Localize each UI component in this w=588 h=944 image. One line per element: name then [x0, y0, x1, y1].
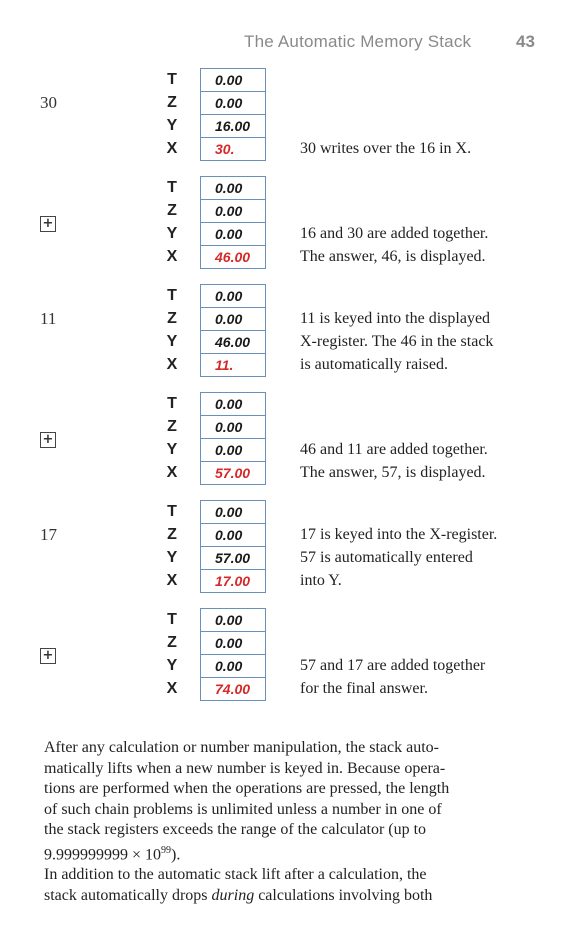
paragraph-line: [44, 886, 544, 907]
description-line: 17 is keyed into the X-register.: [300, 526, 498, 543]
register-value: 0.00: [201, 222, 265, 245]
stack-step: [0, 608, 588, 712]
register-value: 74.00: [201, 677, 265, 700]
register-label: Y: [166, 441, 178, 458]
register-value: 57.00: [201, 546, 265, 569]
register-label: X: [166, 572, 178, 589]
register-label: Y: [166, 549, 178, 566]
range-prefix: 9.999999999 × 10: [44, 845, 162, 863]
register-label: Y: [166, 117, 178, 134]
register-stack: [200, 500, 266, 593]
register-label: X: [166, 464, 178, 481]
register-labels: [163, 176, 181, 268]
register-value: 57.00: [201, 461, 265, 484]
step-description: [300, 500, 560, 592]
description-line: [300, 284, 560, 307]
register-value: 0.00: [215, 180, 243, 196]
paragraph-line: the stack registers exceeds the range of the calculator (up to: [44, 821, 427, 838]
description-line: 30 writes over the 16 in X.: [300, 140, 472, 157]
description-line: [300, 176, 560, 199]
paragraph-line: tions are performed when the operations are pressed, the length: [44, 780, 450, 797]
register-value: 0.00: [201, 307, 265, 330]
description-line: 57 is automatically entered: [300, 549, 473, 566]
description-line: [300, 631, 560, 654]
description-line: [300, 91, 560, 114]
range-exponent: 99: [161, 844, 172, 856]
register-label: T: [167, 287, 177, 304]
register-label: Z: [167, 202, 177, 219]
description-line: [300, 500, 560, 523]
step-description: [300, 284, 560, 376]
register-stack: [200, 68, 266, 161]
register-label: Y: [166, 333, 178, 350]
description-line: [300, 415, 560, 438]
stack-step: [0, 284, 588, 388]
register-value: 0.00: [201, 631, 265, 654]
register-label: X: [166, 140, 178, 157]
description-line: is automatically raised.: [300, 356, 448, 373]
register-value: 46.00: [201, 330, 265, 353]
description-line: 46 and 11 are added together.: [300, 441, 488, 458]
emphasis-during: during: [211, 886, 255, 904]
register-value: 16.00: [201, 114, 265, 137]
register-label: T: [167, 395, 177, 412]
step-description: [300, 608, 560, 700]
text-before-emphasis: stack automatically drops: [44, 886, 212, 904]
description-line: for the final answer.: [300, 680, 428, 697]
description-line: 11 is keyed into the displayed: [300, 310, 491, 327]
register-stack: [200, 608, 266, 701]
register-label: Z: [167, 634, 177, 651]
register-value: 30.: [201, 137, 265, 160]
range-suffix: ).: [171, 845, 181, 863]
register-label: Z: [167, 418, 177, 435]
description-line: 57 and 17 are added together: [300, 657, 486, 674]
page-header: [0, 32, 588, 54]
keyed-number: 30: [40, 93, 57, 112]
register-value: 0.00: [201, 523, 265, 546]
register-label: T: [167, 503, 177, 520]
register-value: 46.00: [201, 245, 265, 268]
description-line: 16 and 30 are added together.: [300, 225, 489, 242]
register-stack: [200, 284, 266, 377]
page-number: 43: [516, 32, 535, 51]
register-stack: [200, 392, 266, 485]
register-label: Z: [167, 94, 177, 111]
register-label: T: [167, 179, 177, 196]
paragraph-line: After any calculation or number manipulation, the stack auto-: [44, 739, 439, 756]
description-line: into Y.: [300, 572, 342, 589]
register-label: X: [166, 248, 178, 265]
description-line: The answer, 57, is displayed.: [300, 464, 486, 481]
register-value: 0.00: [201, 438, 265, 461]
register-label: T: [167, 611, 177, 628]
description-line: [300, 68, 560, 91]
plus-key-icon: +: [40, 432, 56, 448]
description-line: [300, 114, 560, 137]
register-label: Z: [167, 310, 177, 327]
stack-step: [0, 500, 588, 604]
description-line: X-register. The 46 in the stack: [300, 333, 494, 350]
description-line: [300, 199, 560, 222]
register-value: 0.00: [215, 288, 243, 304]
register-label: X: [166, 680, 178, 697]
plus-key-icon: +: [40, 648, 56, 664]
paragraph-stack-drop: [44, 865, 544, 906]
register-value: 0.00: [201, 91, 265, 114]
register-labels: [163, 68, 181, 160]
plus-key-icon: +: [40, 216, 56, 232]
register-value: 0.00: [201, 654, 265, 677]
register-label: Z: [167, 526, 177, 543]
register-label: X: [166, 356, 178, 373]
description-line: [300, 608, 560, 631]
register-labels: [163, 608, 181, 700]
keyed-number: 11: [40, 309, 57, 328]
description-line: The answer, 46, is displayed.: [300, 248, 486, 265]
register-value: 0.00: [215, 504, 243, 520]
paragraph-line: In addition to the automatic stack lift after a calculation, the: [44, 866, 427, 883]
register-value: 0.00: [215, 72, 243, 88]
stack-step: [0, 392, 588, 496]
register-labels: [163, 500, 181, 592]
register-labels: [163, 392, 181, 484]
paragraph-stack-lift: [44, 738, 544, 865]
text-after-emphasis: calculations involving both: [254, 886, 433, 904]
paragraph-line: [44, 841, 544, 866]
register-value: 0.00: [201, 415, 265, 438]
paragraph-line: matically lifts when a new number is keyed in. Because opera-: [44, 759, 446, 777]
keyed-number: 17: [40, 525, 57, 544]
description-line: [300, 392, 560, 415]
header-title: The Automatic Memory Stack: [244, 32, 472, 51]
register-value: 17.00: [201, 569, 265, 592]
register-stack: [200, 176, 266, 269]
register-value: 0.00: [201, 199, 265, 222]
step-description: [300, 176, 560, 268]
register-label: Y: [166, 225, 178, 242]
register-label: T: [167, 71, 177, 88]
step-description: [300, 68, 560, 160]
step-description: [300, 392, 560, 484]
stack-step: [0, 68, 588, 172]
stack-step: [0, 176, 588, 280]
register-value: 11.: [201, 353, 265, 376]
register-label: Y: [166, 657, 178, 674]
register-value: 0.00: [215, 612, 243, 628]
register-value: 0.00: [215, 396, 243, 412]
paragraph-line: of such chain problems is unlimited unless a number in one of: [44, 800, 442, 818]
register-labels: [163, 284, 181, 376]
